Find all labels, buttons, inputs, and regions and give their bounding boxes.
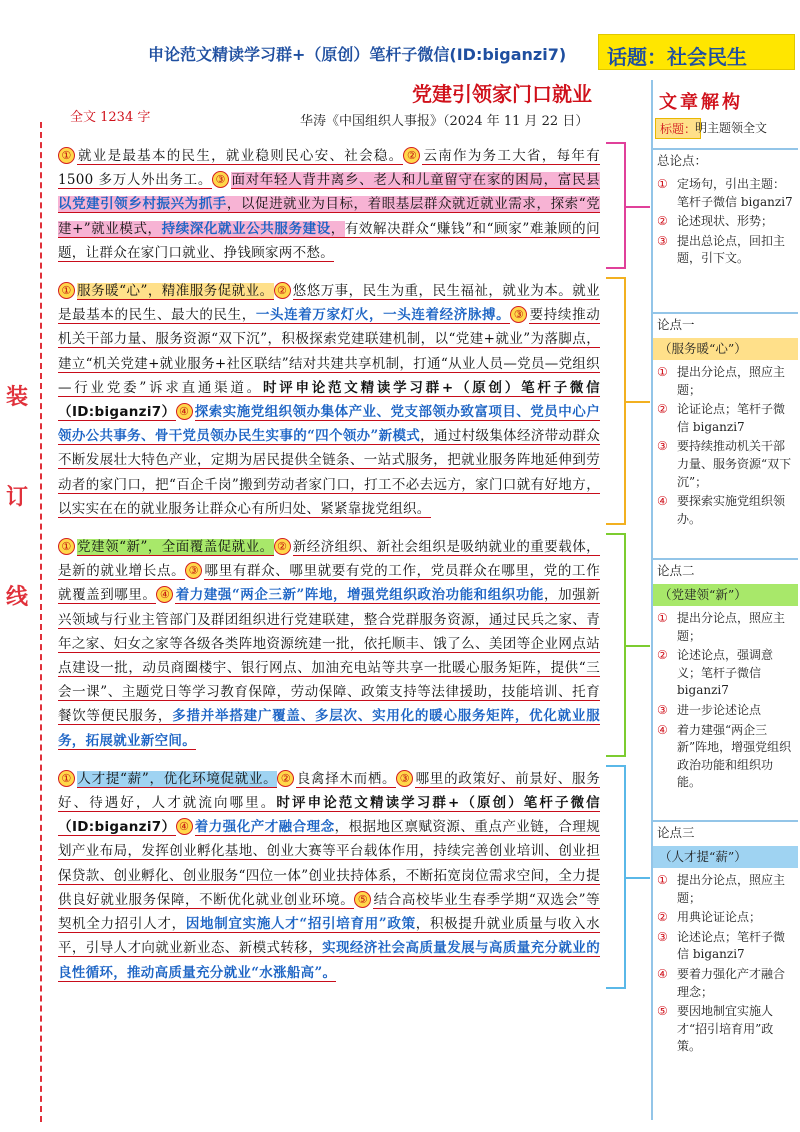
paragraph-text-run: 实现经济社会高质量发展与高质量充分就业的良性循环，推动高质量充分就业“水涨船高”。 <box>58 940 601 981</box>
sidebar-item-text: 提出分论点，照应主题； <box>677 365 786 397</box>
paragraph-text-run: 一头连着万家灯火，一头连着经济脉搏。 <box>255 307 511 324</box>
sidebar-item-list <box>653 606 798 794</box>
sidebar-title: 文章解构 <box>659 92 743 113</box>
sidebar-list-item <box>655 233 796 268</box>
sentence-number-badge: ④ <box>156 586 173 603</box>
sidebar-item-text: 论述论点；笔杆子微信 biganzi7 <box>677 929 786 962</box>
paragraph-text-run: 党建领“新”，全面覆盖促就业。 <box>77 539 274 556</box>
sidebar-item-text: 定场句，引出主题：笔杆子微信 biganzi7 <box>677 177 793 209</box>
sentence-number-badge: ② <box>277 770 294 787</box>
sidebar-list-item <box>655 872 796 907</box>
sidebar-item-list <box>653 172 798 270</box>
sentence-number-badge: ④ <box>176 818 193 835</box>
paragraph-text-run: ，积极提升就业质量与收入水平，引导人才向就业新业态、新模式转移， <box>58 916 600 957</box>
paragraph-text-run: 有效解决群众“赚钱”和“顾家”难兼顾的问题，让群众在家门口就业、挣钱顾家两不愁。 <box>58 220 600 261</box>
article-byline: 华涛《中国组织人事报》（2024 年 11 月 22 日） <box>300 114 589 129</box>
header-title: 申论范文精读学习群+（原创）笔杆子微信(ID:biganzi7) <box>148 45 567 64</box>
sidebar-item-number: ③ <box>657 929 668 944</box>
sidebar-list-item <box>655 966 796 1001</box>
sidebar-item-text: 要持续推动机关干部力量、服务资源“双下沉”； <box>677 439 792 489</box>
paragraph-bracket-intro <box>606 142 626 269</box>
sidebar-section-subheading: （党建领“新”） <box>653 584 798 606</box>
paragraph-text-run: 着力建强“两企三新”阵地，增强党组织政治功能和组织功能 <box>175 587 544 604</box>
sidebar-list-item <box>655 929 796 964</box>
word-count: 全文 1234 字 <box>70 110 151 125</box>
sidebar-item-number: ③ <box>657 233 668 248</box>
sidebar-title-label: 标题： <box>655 118 701 139</box>
sentence-number-badge: ③ <box>510 306 527 323</box>
sidebar-list-item <box>655 647 796 700</box>
binding-line <box>40 122 42 1122</box>
sidebar-item-text: 论述论点，强调意义；笔杆子微信 biganzi7 <box>677 648 774 698</box>
sidebar-item-text: 论证论点；笔杆子微信 biganzi7 <box>677 402 786 434</box>
paragraph-bracket-point-1 <box>606 277 626 525</box>
sidebar-item-number: ③ <box>657 702 668 717</box>
sidebar-item-text: 提出分论点，照应主题； <box>677 873 786 905</box>
sentence-number-badge: ② <box>274 538 291 555</box>
binding-char-2: 订 <box>6 485 29 510</box>
paragraph-text-run: ，以促进就业为目标，着眼基层群众就近就业需求，探索“党建+”就业模式， <box>58 196 600 237</box>
paragraph-intro <box>48 140 604 271</box>
paragraph-text-run: 探索实施党组织领办集体产业、党支部领办致富项目、党员中心户领办公共事务、骨干党员领办民生实事的“四个领办”新模式 <box>58 404 600 445</box>
sidebar-item-text: 着力建强“两企三新”阵地，增强党组织政治功能和组织功能。 <box>677 722 792 790</box>
paragraph-text-run: 以党建引领乡村振兴为抓手 <box>58 196 227 213</box>
paragraph-text-run: 人才提“薪”，优化环境促就业。 <box>77 770 278 787</box>
article-title: 党建引领家门口就业 <box>412 82 592 106</box>
sidebar-item-text: 提出分论点，照应主题； <box>677 611 786 643</box>
sidebar-section-point-3 <box>653 820 798 1058</box>
sentence-number-badge: ② <box>274 282 291 299</box>
sentence-number-badge: ② <box>403 147 420 164</box>
sidebar-item-list <box>653 868 798 1058</box>
sidebar-item-number: ② <box>657 214 668 229</box>
sentence-number-badge: ① <box>58 770 75 787</box>
paragraph-text-run: 持续深化就业公共服务建设 <box>161 220 331 237</box>
sidebar-section-subheading: （服务暖“心”） <box>653 338 798 360</box>
topic-label: 话题：社会民生 <box>607 45 747 69</box>
paragraph-text-run: 服务暖“心”，精准服务促就业。 <box>77 283 274 300</box>
topic-badge <box>598 34 795 70</box>
sidebar-item-number: ② <box>657 402 668 417</box>
paragraph-text-run: ， <box>330 220 345 237</box>
sidebar-list-item <box>655 438 796 491</box>
paragraph-text-run: 哪里有群众、哪里就要有党的工作，党员群众在哪里，党的工作就覆盖到哪里。 <box>58 563 600 604</box>
sidebar-item-text: 提出总论点，回扣主题，引下文。 <box>677 233 786 266</box>
paragraph-text-run: 时评申论范文精读学习群+（原创）笔杆子微信（ID:biganzi7） <box>58 795 600 836</box>
paragraph-bracket-point-2 <box>606 533 626 757</box>
analysis-sidebar <box>651 80 798 1120</box>
sidebar-item-number: ④ <box>657 494 668 509</box>
sidebar-item-text: 要着力强化产才融合理念； <box>677 966 786 999</box>
sidebar-title-note: 明主题领全文 <box>695 121 768 135</box>
sidebar-list-item <box>655 176 796 211</box>
sidebar-list-item <box>655 909 796 927</box>
sidebar-section-heading: 论点二 <box>657 563 695 578</box>
sentence-number-badge: ④ <box>176 403 193 420</box>
paragraph-text-run: 就业是最基本的民生，就业稳则民心安、社会稳。 <box>77 148 404 164</box>
sidebar-item-number: ④ <box>657 966 668 981</box>
paragraph-point-3 <box>48 763 604 991</box>
sidebar-section-heading: 总论点： <box>657 153 708 168</box>
sidebar-item-number: ⑤ <box>657 1004 668 1019</box>
sidebar-item-number: ③ <box>657 439 668 454</box>
paragraph-bracket-point-3 <box>606 765 626 989</box>
paragraph-text-run: 哪里的政策好、前景好、服务好、待遇好，人才就流向哪里。 <box>58 770 600 812</box>
article-body <box>48 140 604 991</box>
sidebar-list-item <box>655 1003 796 1056</box>
paragraph-text-run: 多措并举搭建广覆盖、多层次、实用化的暖心服务矩阵，优化就业服务，拓展就业新空间。 <box>58 708 601 749</box>
sidebar-item-text: 论述现状、形势； <box>677 214 774 229</box>
sidebar-item-number: ② <box>657 648 668 663</box>
sidebar-section-heading: 论点三 <box>657 825 695 840</box>
sidebar-item-number: ① <box>657 873 668 887</box>
bracket-connector-intro <box>626 206 650 208</box>
sidebar-item-number: ② <box>657 910 668 925</box>
sidebar-item-text: 进一步论述论点 <box>677 702 762 717</box>
paragraph-text-run: 新经济组织、新社会组织是吸纳就业的重要载体，是新的就业增长点。 <box>58 539 600 580</box>
bracket-connector-point-2 <box>626 645 650 647</box>
sidebar-item-number: ① <box>657 365 668 379</box>
paragraph-text-run: 结合高校毕业生春季学期“双选会”等契机全力招引人才， <box>58 891 600 933</box>
bracket-connector-point-1 <box>626 401 650 403</box>
sidebar-section-heading: 论点一 <box>657 317 695 332</box>
sidebar-list-item <box>655 722 796 792</box>
sidebar-item-text: 用典论证论点； <box>677 910 762 925</box>
sidebar-item-text: 要因地制宜实施人才“招引培育用”政策。 <box>677 1004 774 1054</box>
paragraph-point-2 <box>48 531 604 759</box>
sidebar-section-point-1 <box>653 312 798 530</box>
sidebar-item-number: ④ <box>657 722 668 737</box>
sidebar-section-thesis <box>653 148 798 270</box>
paragraph-text-run: 要持续推动机关干部力量、服务资源“双下沉”，积极探索党建联建机制，以“党建+就业”为落脚点，建立“机关党建+就业服务+社区联结”结对共建共享机制，打通“从业人员—党员—党组织—行业党委”诉求直通渠道。 <box>58 307 601 396</box>
paragraph-text-run: 时评申论范文精读学习群+（原创）笔杆子微信（ID:biganzi7） <box>58 379 600 421</box>
sentence-number-badge: ① <box>58 147 75 164</box>
paragraph-text-run: ，加强新兴领域与行业主管部门及群团组织进行党建联建，整合党群服务资源，通过民兵之家、青年之家、妇女之家等各级各类阵地资源统建一批，依托顺丰、饿了么、美团等企业网点站点建设一批，动员商圈楼宇、银行网点、加油充电站等共享一批暖心服务矩阵，提供“三会一课”、主题党日等学习教育保障，劳动保障、政策支持等法律援助，技能培训、托育餐饮等便民服务， <box>58 587 600 725</box>
sentence-number-badge: ① <box>58 282 75 299</box>
sentence-number-badge: ① <box>58 538 75 555</box>
sidebar-item-number: ① <box>657 177 668 191</box>
sidebar-section-subheading: （人才提“薪”） <box>653 846 798 868</box>
sidebar-item-number: ① <box>657 611 668 625</box>
sentence-number-badge: ③ <box>212 171 229 188</box>
sentence-number-badge: ③ <box>185 562 202 579</box>
paragraph-text-run: 着力强化产才融合理念 <box>194 819 335 836</box>
paragraph-text-run: 面对年轻人背井离乡、老人和儿童留守在家的困局，富民县 <box>231 172 600 189</box>
sidebar-list-item <box>655 401 796 436</box>
paragraph-text-run: 云南作为务工大省，每年有 1500 多万人外出务工。 <box>58 148 600 189</box>
sidebar-item-list <box>653 360 798 530</box>
paragraph-point-1 <box>48 275 604 527</box>
sidebar-list-item <box>655 213 796 231</box>
binding-char-1: 装 <box>6 385 29 410</box>
paragraph-text-run: ，通过村级集体经济带动群众不断发展壮大特色产业，定期为居民提供全链条、一站式服务，把就业服务阵地延伸到劳动者的家门口，把“百企千岗”搬到劳动者家门口，打工不必去远方，家门口就有好地方，以实实在在的就业服务让群众心有所归处、紧紧靠拢党组织。 <box>58 428 600 517</box>
bracket-connector-point-3 <box>626 877 650 879</box>
sidebar-list-item <box>655 364 796 399</box>
sidebar-list-item <box>655 493 796 528</box>
sentence-number-badge: ③ <box>396 770 413 787</box>
paragraph-text-run: ，根据地区禀赋资源、重点产业链，合理规划产业布局，发挥创业孵化基地、创业大赛等平台载体作用，持续完善创业培训、创业担保贷款、创业孵化、创业服务“四位一体”创业扶持体系，不断拓宽岗位需求空间，全力提供良好就业服务保障，不断优化就业创业环境。 <box>58 819 601 908</box>
binding-char-3: 线 <box>6 585 29 610</box>
sidebar-list-item <box>655 610 796 645</box>
sentence-number-badge: ⑤ <box>354 891 371 908</box>
header-bar <box>140 34 795 70</box>
paragraph-text-run: 良禽择木而栖。 <box>296 770 397 787</box>
sidebar-list-item <box>655 702 796 720</box>
sidebar-section-point-2 <box>653 558 798 794</box>
paragraph-text-run: 因地制宜实施人才“招引培育用”政策 <box>185 916 416 933</box>
sidebar-item-text: 要探索实施党组织领办。 <box>677 494 786 526</box>
paragraph-text-run: 悠悠万事，民生为重，民生福祉，就业为本。就业是最基本的民生、最大的民生， <box>58 283 600 324</box>
